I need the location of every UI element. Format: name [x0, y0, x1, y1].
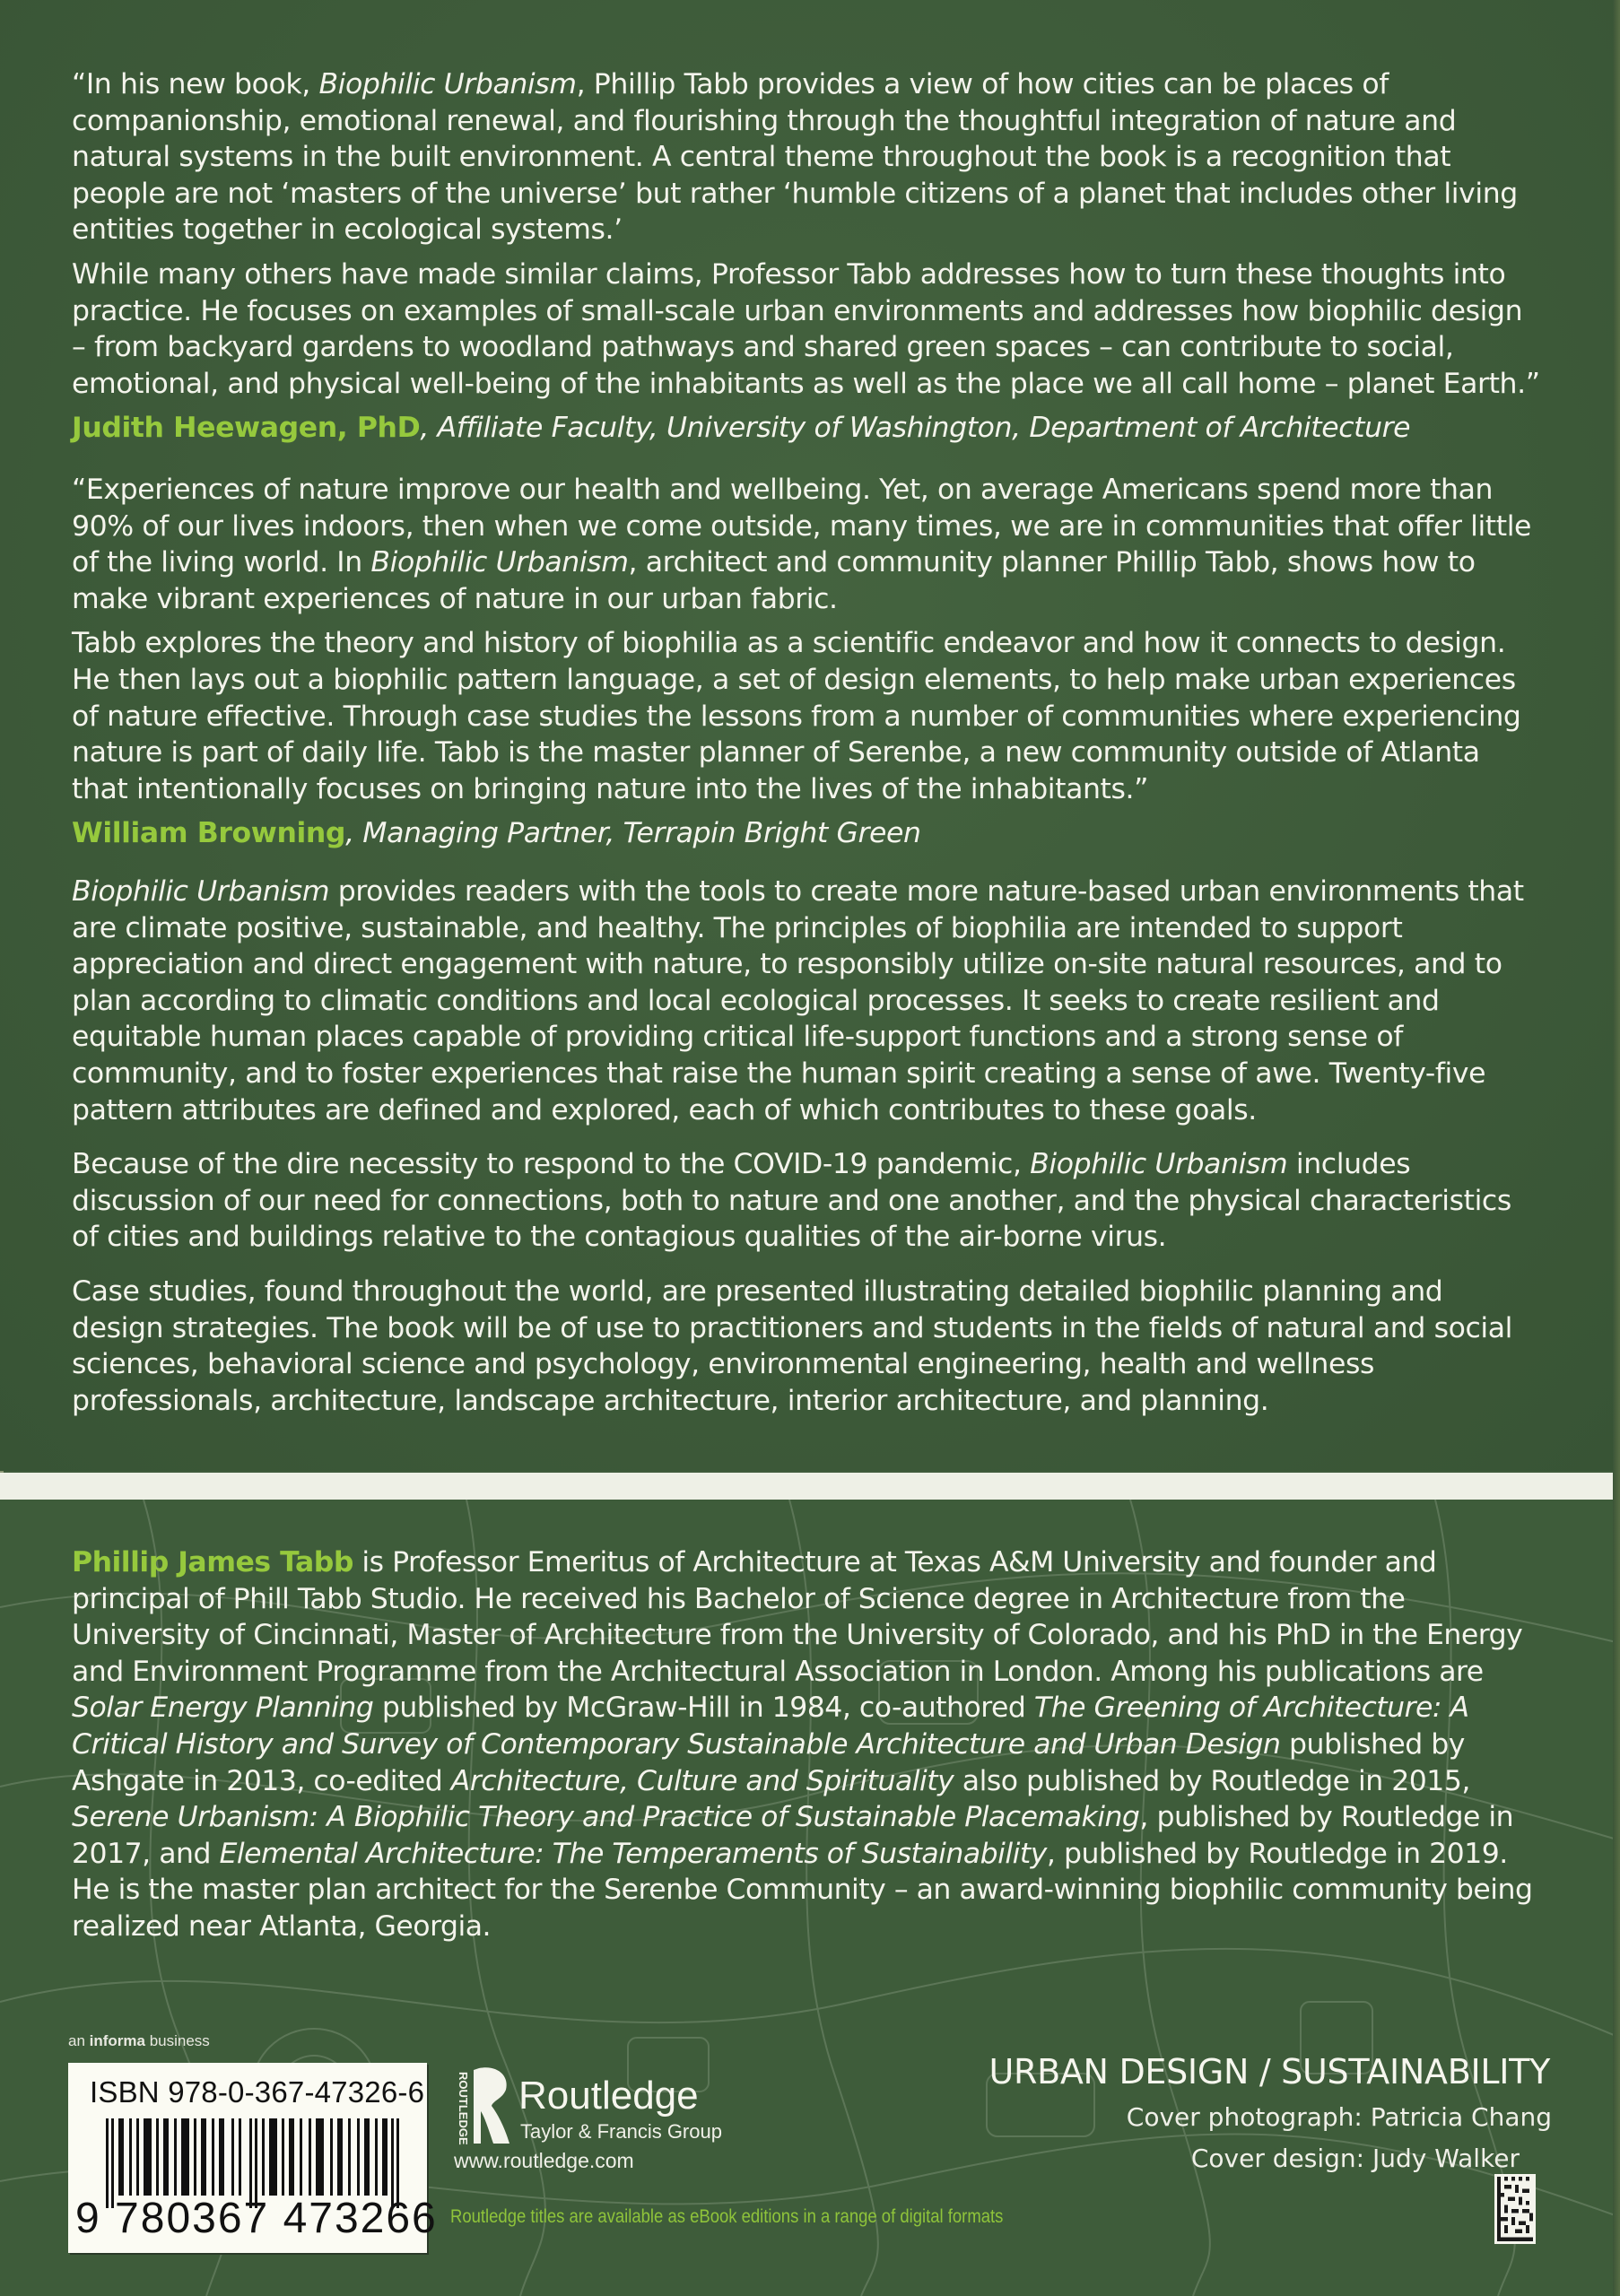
endorser-name: William Browning — [72, 817, 346, 850]
author-bio — [72, 1544, 1543, 1945]
publisher-group: Taylor & Francis Group — [520, 2120, 722, 2143]
endorsement-2 — [72, 472, 1543, 852]
endorser-affiliation: , Affiliate Faculty, University of Washington, Department of Architecture — [420, 412, 1411, 445]
endorsement-2-attribution — [72, 815, 1543, 852]
endorsement-1-attribution — [72, 410, 1543, 447]
endorsement-2-paragraph-1: “Experiences of nature improve our health and wellbeing. Yet, on average Americans spend more than 90% of our lives indoors, then when we come outside, many times, we are in communities that offer little of the living world. In Biophilic Urbanism, architect and community planner Phillip Tabb, shows how to make vibrant experiences of nature in our urban fabric. — [72, 474, 1532, 615]
ebook-availability-note: Routledge titles are available as eBook editions in a range of digital formats — [450, 2206, 1004, 2227]
svg-text:ROUTLEDGE: ROUTLEDGE — [457, 2072, 470, 2145]
book-title: Biophilic Urbanism — [370, 546, 629, 579]
publication-title: Elemental Architecture: The Temperaments of Sustainability — [219, 1837, 1047, 1870]
author-name: Phillip James Tabb — [72, 1546, 353, 1578]
cover-photo-credit: Cover photograph: Patricia Chang — [1126, 2102, 1552, 2132]
endorsement-1-paragraph-1: “In his new book, Biophilic Urbanism, Phillip Tabb provides a view of how cities can be places of companionship, emotional renewal, and flourishing through the thoughtful integration of nature and natural systems in the built environment. A central theme throughout the book is a recognition that people are not ‘masters of the universe’ but rather ‘humble citizens of a planet that includes other living entities together in ecological systems.’ — [72, 68, 1518, 247]
isbn-number: ISBN 978-0-367-47326-6 — [90, 2075, 425, 2109]
endorsement-1 — [72, 66, 1543, 447]
ean-digits: 9 780367 473266 — [75, 2195, 438, 2242]
endorsement-1-paragraph-2: While many others have made similar claims, Professor Tabb addresses how to turn these thoughts into practice. He focuses on examples of small-scale urban environments and addresses how biophilic design – from backyard gardens to woodland pathways and shared green spaces – can contribute to social, emotional, and physical well-being of the inhabitants as well as the place we all call home – planet Earth.” — [72, 257, 1540, 400]
endorsement-2-paragraph-2: Tabb explores the theory and history of biophilia as a scientific endeavor and how it connects to design. He then lays out a biophilic pattern language, a set of design elements, to help make urban experiences of nature effective. Through case studies the lessons from a number of communities where experiencing nature is part of daily life. Tabb is the master planner of Serenbe, a new community outside of Atlanta that intentionally focuses on bringing nature into the lives of the inhabitants.” — [72, 627, 1521, 805]
endorser-name: Judith Heewagen, PhD — [72, 412, 421, 445]
book-title: Biophilic Urbanism — [1030, 1148, 1288, 1181]
description-paragraph-3: Case studies, found throughout the world, are presented illustrating detailed biophilic planning and design strategies. The book will be of use to practitioners and students in the fields of natural and social sciences, behavioral science and psychology, environmental engineering, health and wellness professionals, architecture, landscape architecture, interior architecture, and planning. — [72, 1274, 1512, 1417]
book-description — [72, 874, 1543, 1419]
description-paragraph-1: Biophilic Urbanism provides readers with the tools to create more nature-based urban environments that are climate positive, sustainable, and healthy. The principles of biophilia are intended to support appreciation and direct engagement with nature, to responsibly utilize on-site natural resources, and to plan according to climatic conditions and local ecological processes. It seeks to create resilient and equitable human places capable of providing critical life-support functions and a strong sense of community, and to foster experiences that raise the human spirit creating a sense of awe. Twenty-five pattern attributes are defined and explored, each of which contributes to these goals. — [72, 875, 1524, 1126]
publisher-url: www.routledge.com — [454, 2149, 634, 2172]
publication-title: Serene Urbanism: A Biophilic Theory and Practice of Sustainable Placemaking — [72, 1801, 1140, 1834]
book-title: Biophilic Urbanism — [72, 875, 330, 908]
publisher-name: Routledge — [518, 2074, 699, 2118]
informa-business-tag: an informa business — [68, 2032, 210, 2049]
isbn-barcode — [68, 2063, 438, 2253]
subject-category: URBAN DESIGN / SUSTAINABILITY — [989, 2052, 1550, 2092]
publication-title: The Greening of Architecture: A Critical History and Survey of Contemporary Sustainable Architecture and Urban Design — [72, 1692, 1469, 1761]
publication-title: Architecture, Culture and Spirituality — [450, 1764, 954, 1797]
datamatrix-code-icon — [1494, 2174, 1536, 2244]
description-paragraph-2: Because of the dire necessity to respond to the COVID-19 pandemic, Biophilic Urbanism includes discussion of our need for connections, both to nature and one another, and the physical characteristics of cities and buildings relative to the contagious qualities of the air-borne virus. — [72, 1148, 1511, 1254]
publication-title: Solar Energy Planning — [72, 1692, 374, 1725]
cover-design-credit: Cover design: Judy Walker — [1190, 2144, 1520, 2173]
author-bio-text: Phillip James Tabb is Professor Emeritus of Architecture at Texas A&M University and founder and principal of Phill Tabb Studio. He received his Bachelor of Science degree in Architecture from the University of Cincinnati, Master of Architecture from the University of Colorado, and his PhD in the Energy and Environment Programme from the Architectural Association in London. Among his publications are Solar Energy Planning published by McGraw-Hill in 1984, co-authored The Greening of Architecture: A Critical History and Survey of Contemporary Sustainable Architecture and Urban Design published by Ashgate in 2013, co-edited Architecture, Culture and Spirituality also published by Routledge in 2015, Serene Urbanism: A Biophilic Theory and Practice of Sustainable Placemaking, published by Routledge in 2017, and Elemental Architecture: The Temperaments of Sustainability, published by Routledge in 2019. He is the master plan architect for the Serenbe Community – an award-winning biophilic community being realized near Atlanta, Georgia. — [72, 1546, 1533, 1943]
section-divider — [0, 1473, 1620, 1500]
book-spine-edge — [1613, 0, 1620, 2296]
endorser-affiliation: , Managing Partner, Terrapin Bright Green — [345, 817, 921, 850]
book-title: Biophilic Urbanism — [318, 68, 577, 100]
